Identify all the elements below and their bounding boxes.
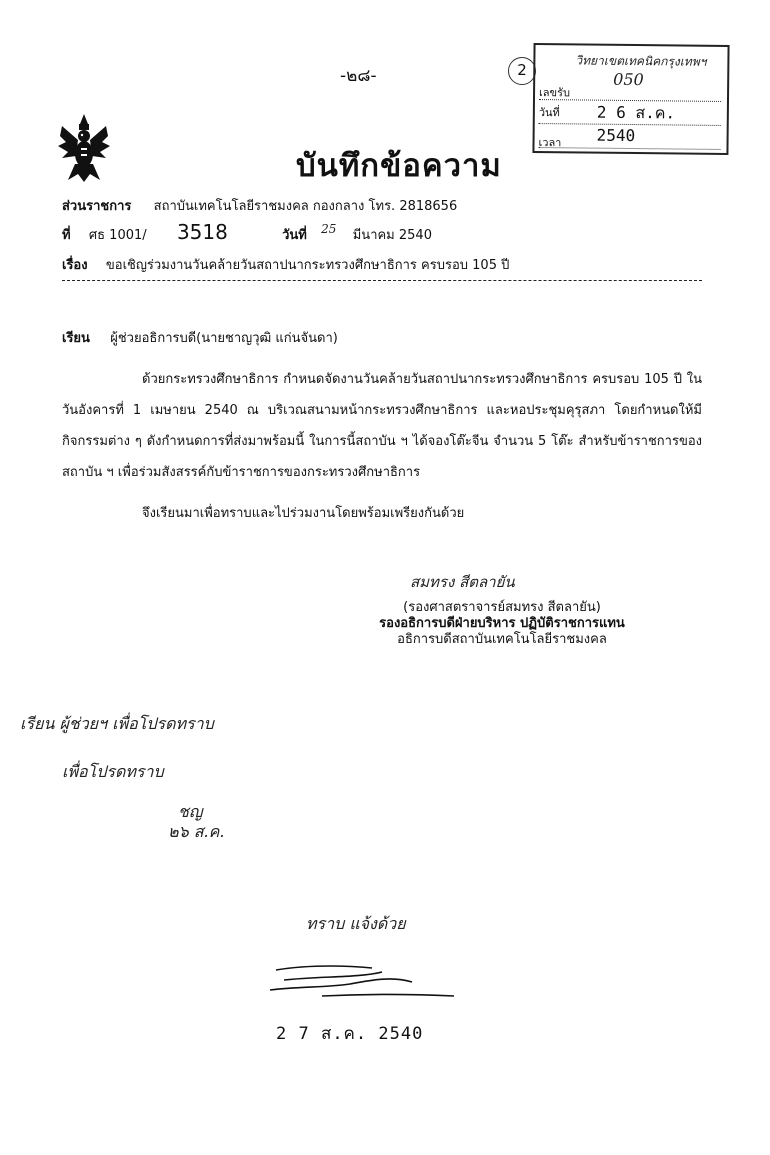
handwritten-signature-scribble xyxy=(262,958,462,1004)
agency-line xyxy=(62,195,457,216)
body-paragraph-2 xyxy=(62,498,702,529)
reference-line xyxy=(62,220,432,245)
body-paragraph-1 xyxy=(62,364,702,488)
signer-position-2: อธิการบดีสถาบันเทคโนโลยีราชมงคล xyxy=(397,632,607,647)
body-paragraph-2-text: จึงเรียนมาเพื่อทราบและไปร่วมงานโดยพร้อมเพรียงกันด้วย xyxy=(142,506,465,521)
salutation-line xyxy=(62,327,338,348)
stamp-row-number xyxy=(539,83,721,102)
date-rest: มีนาคม 2540 xyxy=(352,228,432,243)
salutation-value: ผู้ช่วยอธิการบดี(นายชาญวุฒิ แก่นจันดา) xyxy=(110,331,338,346)
salutation-label: เรียน xyxy=(62,331,90,346)
signer-name: (รองศาสตราจารย์สมทรง สีตลายัน) xyxy=(403,600,601,615)
handwritten-note-4: ๒๖ ส.ค. xyxy=(168,822,225,841)
separator-line xyxy=(62,280,702,281)
agency-label: ส่วนราชการ xyxy=(62,199,132,214)
ref-label: ที่ xyxy=(62,228,71,243)
handwritten-note-2: เพื่อโปรดทราบ xyxy=(62,762,164,781)
stamp-receipt-number: 050 xyxy=(613,69,644,90)
subject-value: ขอเชิญร่วมงานวันคล้ายวันสถาปนากระทรวงศึกษาธิการ ครบรอบ 105 ปี xyxy=(105,258,510,273)
stamp-row-time xyxy=(538,133,720,150)
acknowledged-date: 2 7 ส.ค. 2540 xyxy=(276,1024,424,1044)
body-paragraph-1-text: ด้วยกระทรวงศึกษาธิการ กำหนดจัดงานวันคล้ายวันสถาปนากระทรวงศึกษาธิการ ครบรอบ 105 ปี ในวันอังคารที่ 1 เมษายน 2540 ณ บริเวณสนามหน้ากระทรวงศึกษาธิการ และหอประชุมคุรุสภา โดยกำหนดให้มีกิจกรรมต่าง ๆ ดังกำหนดการที่ส่งมาพร้อมนี้ ในการนี้สถาบัน ฯ ได้จองโต๊ะจีน จำนวน 5 โต๊ะ สำหรับข้าราชการของสถาบัน ฯ เพื่อร่วมสังสรรค์กับข้าราชการของกระทรวงศึกษาธิการ xyxy=(62,372,702,480)
agency-value: สถาบันเทคโนโลยีราชมงคล กองกลาง โทร. 2818656 xyxy=(153,199,458,214)
signer-position-1: รองอธิการบดีฝ่ายบริหาร ปฏิบัติราชการแทน xyxy=(379,616,625,631)
ref-prefix: ศธ 1001/ xyxy=(88,228,147,243)
stamp-row3-label: เวลา xyxy=(538,136,562,150)
stamp-org: วิทยาเขตเทคนิคกรุงเทพฯ xyxy=(575,53,707,69)
garuda-emblem-icon xyxy=(58,112,110,184)
stamp-row2-label: วันที่ xyxy=(538,106,560,120)
subject-label: เรื่อง xyxy=(62,258,88,273)
page-number: -๒๘- xyxy=(340,66,377,86)
stamp-row1-label: เลขรับ xyxy=(538,86,571,100)
handwritten-ack: ทราบ แจ้งด้วย xyxy=(306,914,406,933)
handwritten-note-1: เรียน ผู้ช่วยฯ เพื่อโปรดทราบ xyxy=(20,714,214,733)
document-title: บันทึกข้อความ xyxy=(296,148,502,184)
signature-block xyxy=(352,600,652,648)
date-day: 25 xyxy=(321,222,337,236)
signature-script: สมทรง สีตลายัน xyxy=(410,573,515,591)
receipt-stamp xyxy=(532,43,729,155)
ref-number: 3518 xyxy=(176,220,228,244)
date-label: วันที่ xyxy=(282,228,307,243)
stamp-date: 2 6 ส.ค. 2540 xyxy=(596,102,676,146)
circle-mark: 2 xyxy=(508,57,536,85)
subject-line xyxy=(62,254,509,275)
handwritten-note-3: ชญ xyxy=(178,802,203,821)
